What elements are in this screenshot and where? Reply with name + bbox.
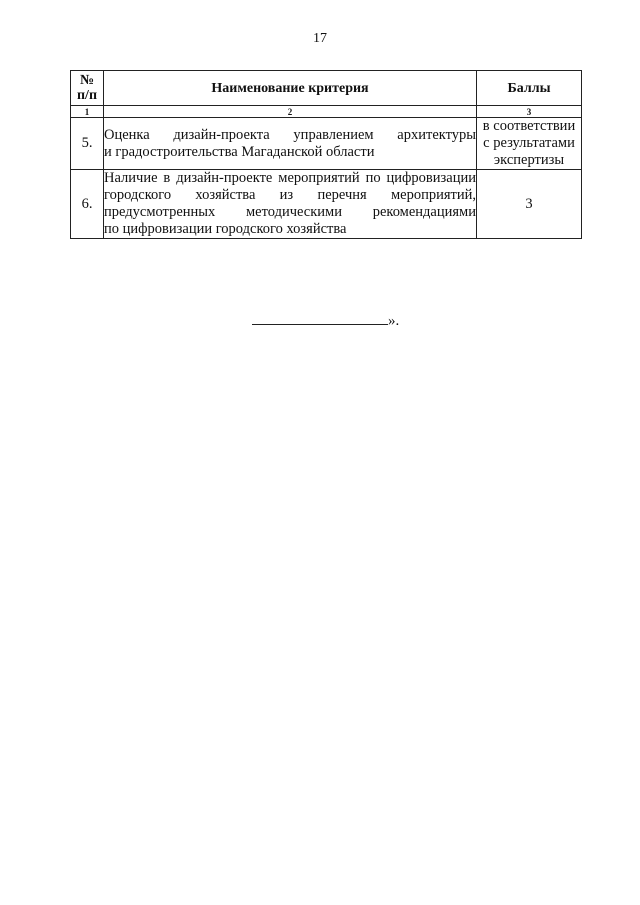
table-row (71, 118, 582, 170)
row-number: 5. (71, 118, 104, 170)
table-row (71, 170, 582, 239)
criterion-line: Наличие в дизайн-проекте мероприятий по цифровизации (104, 170, 476, 186)
criterion-line: и градостроительства Магаданской области (104, 143, 375, 160)
closing-quote: ». (388, 313, 400, 329)
criterion-line: по цифровизации городского хозяйства (104, 221, 347, 237)
criteria-table (70, 70, 582, 239)
row-number: 6. (71, 170, 104, 239)
header-score: Баллы (477, 71, 582, 106)
column-number-3: 3 (477, 106, 582, 118)
score-line: с результатами (483, 135, 575, 151)
criterion-name (104, 118, 477, 170)
criterion-score (477, 118, 582, 170)
criterion-line: городского хозяйства из перечня мероприятий, (104, 187, 476, 203)
column-number-1: 1 (71, 106, 104, 118)
column-number-2: 2 (104, 106, 477, 118)
column-number-row (71, 106, 582, 118)
blank-underline (252, 312, 388, 325)
score-line: экспертизы (493, 152, 565, 168)
criterion-name (104, 170, 477, 239)
score-line: в соответствии (482, 118, 576, 134)
header-num (71, 71, 104, 106)
criterion-line: Оценка дизайн-проекта управлением архитектуры (104, 126, 476, 143)
header-name: Наименование критерия (104, 71, 477, 106)
page-number: 17 (313, 31, 327, 46)
criterion-line: предусмотренных методическими рекомендациями (104, 204, 476, 220)
closing-line (252, 312, 412, 330)
table-header-row (71, 71, 582, 106)
criterion-score: 3 (477, 170, 582, 239)
header-num-line1: № (79, 73, 95, 88)
header-num-line2: п/п (76, 88, 98, 103)
